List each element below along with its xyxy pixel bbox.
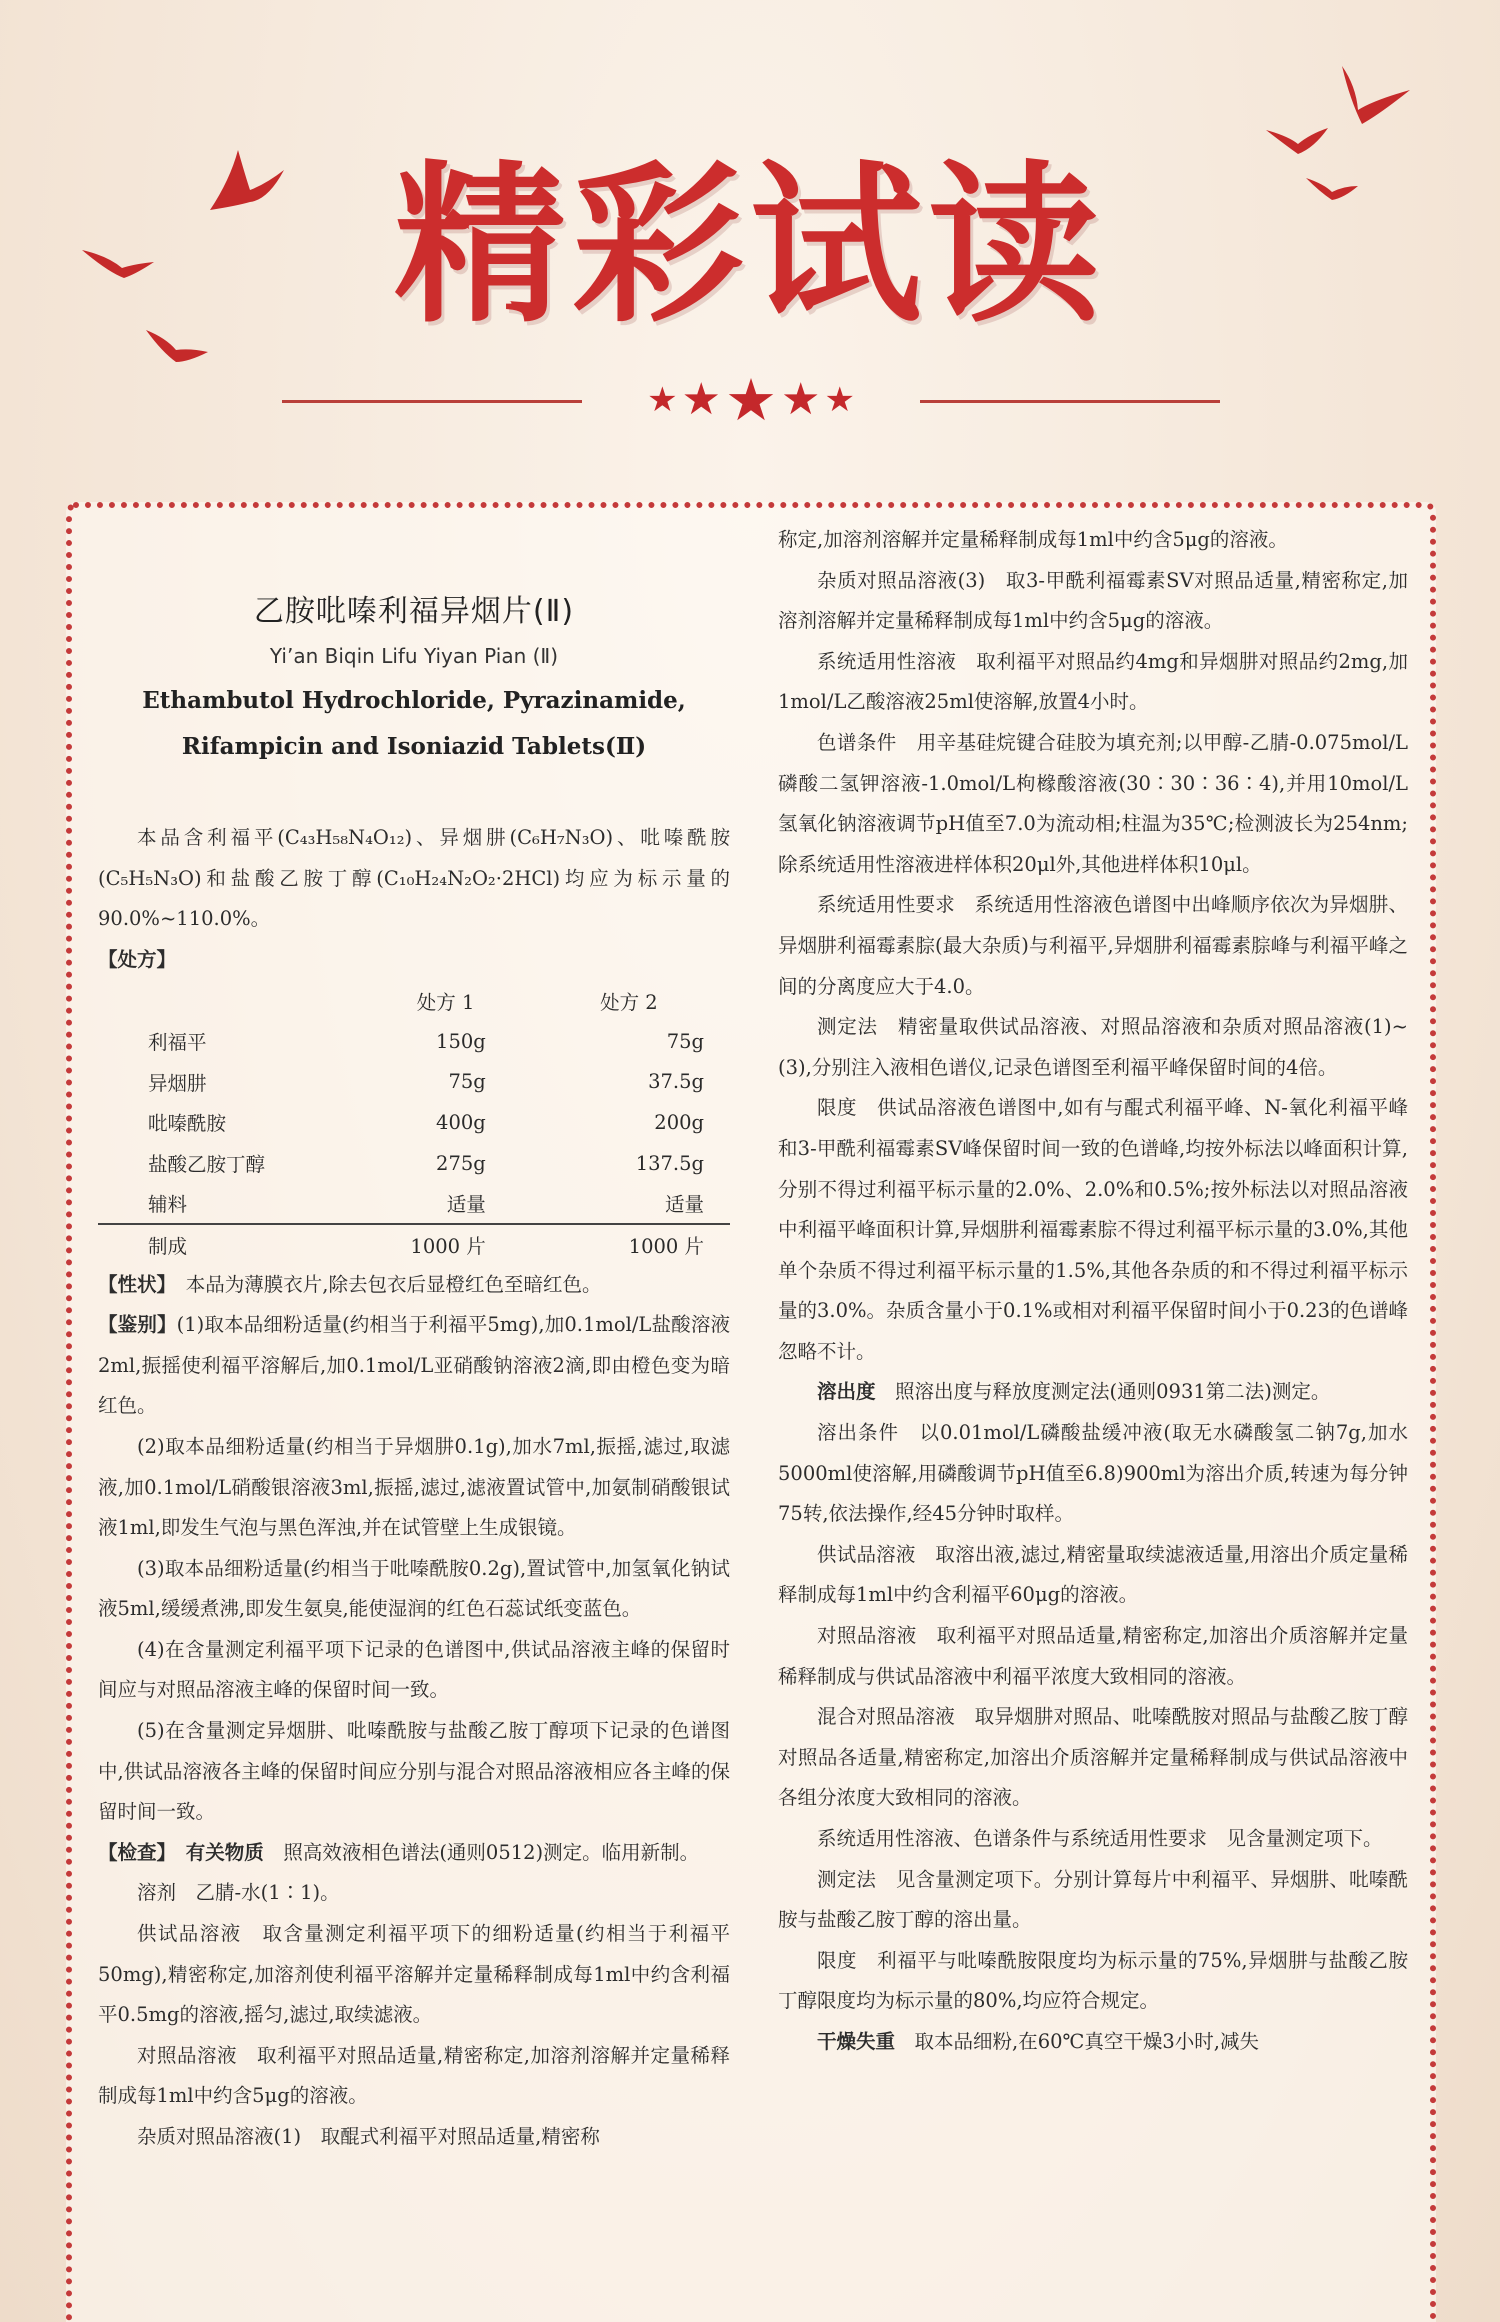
impurity-3-paragraph: 杂质对照品溶液(3) 取3-甲酰利福霉素SV对照品适量,精密称定,加溶剂溶解并定量稀释制成每1ml中约含5μg的溶液。	[778, 568, 1408, 633]
monograph-title-pinyin: Yi’an Biqin Lifu Yiyan Pian (Ⅱ)	[269, 644, 559, 668]
solvent-paragraph: 溶剂 乙腈-水(1∶1)。	[137, 1881, 340, 1905]
bird-icon	[78, 242, 158, 292]
method-2-paragraph: 测定法 见含量测定项下。分别计算每片中利福平、异烟肼、吡嗪酰胺与盐酸乙胺丁醇的溶出量。	[778, 1867, 1408, 1932]
monograph-title-en-line: Rifampicin and Isoniazid Tablets(Ⅱ)	[181, 733, 647, 760]
identification-paragraph: 【鉴别】(1)取本品细粉适量(约相当于利福平5mg),加0.1mol/L盐酸溶液2ml,振摇使利福平溶解后,加0.1mol/L亚硝酸钠溶液2滴,即由橙色变为暗红色。	[98, 1313, 730, 1418]
formula-heading	[98, 940, 730, 981]
bird-icon	[200, 140, 290, 230]
system-solution-paragraph: 系统适用性溶液 取利福平对照品约4mg和异烟肼对照品约2mg,加1mol/L乙酸溶液25ml使溶解,放置4小时。	[778, 649, 1408, 714]
check-paragraph: 【检查】 有关物质 照高效液相色谱法(通则0512)测定。临用新制。	[98, 1840, 700, 1864]
star-icon: ★	[781, 374, 821, 425]
star-icon: ★	[647, 380, 678, 420]
right-column	[778, 520, 1408, 2063]
divider-right	[920, 400, 1220, 403]
bird-icon	[1262, 122, 1332, 162]
bird-icon	[1302, 172, 1362, 208]
page-title: 精彩试读	[394, 145, 1106, 346]
formula-row: 吡嗪酰胺 400g 200g	[148, 1110, 704, 1136]
formula-row: 异烟肼 75g 37.5g	[148, 1070, 704, 1095]
formula-header-row	[98, 980, 730, 1021]
formula-row: 盐酸乙胺丁醇 275g 137.5g	[148, 1151, 704, 1177]
identification-item: (3)取本品细粉适量(约相当于吡嗪酰胺0.2g),置试管中,加氢氧化钠试液5ml,缓缓煮沸,即发生氨臭,能使湿润的红色石蕊试纸变蓝色。	[98, 1556, 730, 1621]
sample-solution-paragraph: 供试品溶液 取含量测定利福平项下的细粉适量(约相当于利福平50mg),精密称定,加溶剂使利福平溶解并定量稀释制成每1ml中约含利福平0.5mg的溶液,摇匀,滤过,取续滤液。	[98, 1922, 730, 2027]
star-rating	[620, 368, 882, 432]
divider-left	[282, 400, 582, 403]
drying-loss-paragraph: 干燥失重 取本品细粉,在60℃真空干燥3小时,减失	[817, 2029, 1259, 2053]
drying-loss-tag: 干燥失重	[817, 2029, 896, 2053]
system-requirement-paragraph: 系统适用性要求 系统适用性溶液色谱图中出峰顺序依次为异烟肼、异烟肼利福霉素腙(最大杂质)与利福平,异烟肼利福霉素腙峰与利福平峰之间的分离度应大于4.0。	[778, 893, 1408, 998]
check-tag: 【检查】	[98, 1840, 167, 1864]
monograph-title-cn: 乙胺吡嗪利福异烟片(Ⅱ)	[253, 594, 575, 629]
dissolution-reference-paragraph: 对照品溶液 取利福平对照品适量,精密称定,加溶出介质溶解并定量稀释制成与供试品溶液中利福平浓度大致相同的溶液。	[778, 1624, 1408, 1688]
formula-head-1: 处方 1	[416, 990, 475, 1014]
dissolution-condition-paragraph: 溶出条件 以0.01mol/L磷酸盐缓冲液(取无水磷酸氢二钠7g,加水5000ml使溶解,用磷酸调节pH值至6.8)900ml为溶出介质,转速为每分钟75转,依法操作,经45分钟时取样。	[778, 1421, 1408, 1526]
monograph-title-en-line: Ethambutol Hydrochloride, Pyrazinamide,	[142, 687, 686, 714]
identification-item: (5)在含量测定异烟肼、吡嗪酰胺与盐酸乙胺丁醇项下记录的色谱图中,供试品溶液各主峰的保留时间应分别与混合对照品溶液相应各主峰的保留时间一致。	[98, 1719, 730, 1824]
identification-tag: 【鉴别】	[98, 1313, 177, 1337]
method-paragraph: 测定法 精密量取供试品溶液、对照品溶液和杂质对照品溶液(1)~(3),分别注入液相色谱仪,记录色谱图至利福平峰保留时间的4倍。	[778, 1015, 1408, 1079]
bird-icon	[1334, 60, 1414, 130]
formula-head-2: 处方 2	[600, 990, 658, 1014]
check-subtitle: 有关物质	[185, 1840, 264, 1864]
system-conditions-paragraph: 系统适用性溶液、色谱条件与系统适用性要求 见含量测定项下。	[817, 1827, 1383, 1850]
characteristics-tag: 【性状】	[98, 1272, 167, 1296]
formula-row: 利福平 150g 75g	[148, 1029, 704, 1055]
identification-item: (4)在含量测定利福平项下记录的色谱图中,供试品溶液主峰的保留时间应与对照品溶液主峰的保留时间一致。	[98, 1637, 730, 1702]
formula-tag: 【处方】	[98, 947, 177, 971]
identification-item: (2)取本品细粉适量(约相当于异烟肼0.1g),加水7ml,振摇,滤过,取滤液,加0.1mol/L硝酸银溶液3ml,振摇,滤过,滤液置试管中,加氨制硝酸银试液1ml,即发生气泡与黑色浑浊,并在试管壁上生成银镜。	[98, 1434, 730, 1540]
star-icon: ★	[725, 366, 777, 434]
limit-paragraph: 限度 供试品溶液色谱图中,如有与醌式利福平峰、N-氧化利福平峰和3-甲酰利福霉素SV峰保留时间一致的色谱峰,均按外标法以峰面积计算,分别不得过利福平标示量的2.0%、2.0%和0.5%;按外标法以对照品溶液中利福平峰面积计算,异烟肼利福霉素腙不得过利福平标示量的3.0%,其他单个杂质不得过利福平标示量的1.5%,其他各杂质的和不得过利福平标示量的3.0%。杂质含量小于0.1%或相对利福平保留时间小于0.23的色谱峰忽略不计。	[778, 1096, 1408, 1363]
formula-table	[98, 980, 730, 1264]
dissolution-tag: 溶出度	[817, 1380, 876, 1404]
left-column	[98, 560, 730, 2158]
mixed-reference-paragraph: 混合对照品溶液 取异烟肼对照品、吡嗪酰胺对照品与盐酸乙胺丁醇对照品各适量,精密称定,加溶出介质溶解并定量稀释制成与供试品溶液中各组分浓度大致相同的溶液。	[778, 1705, 1408, 1810]
dissolution-paragraph: 溶出度 照溶出度与释放度测定法(通则0931第二法)测定。	[817, 1380, 1331, 1404]
star-icon: ★	[824, 380, 855, 420]
bird-icon	[142, 322, 212, 372]
continued-paragraph: 称定,加溶剂溶解并定量稀释制成每1ml中约含5μg的溶液。	[778, 528, 1288, 551]
formula-total-row: 制成 1000 片 1000 片	[98, 1224, 730, 1265]
intro-paragraph: 本品含利福平(C₄₃H₅₈N₄O₁₂)、异烟肼(C₆H₇N₃O)、吡嗪酰胺(C₅H₅N₃O)和盐酸乙胺丁醇(C₁₀H₂₄N₂O₂·2HCl)均应为标示量的90.0%~110.0%。	[98, 826, 730, 931]
chromatography-paragraph: 色谱条件 用辛基硅烷键合硅胶为填充剂;以甲醇-乙腈-0.075mol/L磷酸二氢钾溶液-1.0mol/L枸橼酸溶液(30∶30∶36∶4),并用10mol/L氢氧化钠溶液调节pH值至7.0为流动相;柱温为35℃;检测波长为254nm;除系统适用性溶液进样体积20μl外,其他进样体积10μl。	[778, 730, 1408, 876]
header	[0, 0, 1500, 480]
dissolution-sample-paragraph: 供试品溶液 取溶出液,滤过,精密量取续滤液适量,用溶出介质定量稀释制成每1ml中约含利福平60μg的溶液。	[778, 1542, 1408, 1607]
formula-row: 辅料 适量 适量	[148, 1193, 704, 1217]
characteristics-paragraph: 【性状】 本品为薄膜衣片,除去包衣后显橙红色至暗红色。	[98, 1272, 602, 1296]
limit-2-paragraph: 限度 利福平与吡嗪酰胺限度均为标示量的75%,异烟肼与盐酸乙胺丁醇限度均为标示量的80%,均应符合规定。	[778, 1948, 1408, 2013]
reference-solution-paragraph: 对照品溶液 取利福平对照品适量,精密称定,加溶剂溶解并定量稀释制成每1ml中约含5μg的溶液。	[98, 2043, 730, 2108]
star-icon: ★	[681, 374, 721, 425]
impurity-solution-paragraph: 杂质对照品溶液(1) 取醌式利福平对照品适量,精密称	[137, 2125, 600, 2148]
monograph-title-en	[98, 678, 730, 770]
